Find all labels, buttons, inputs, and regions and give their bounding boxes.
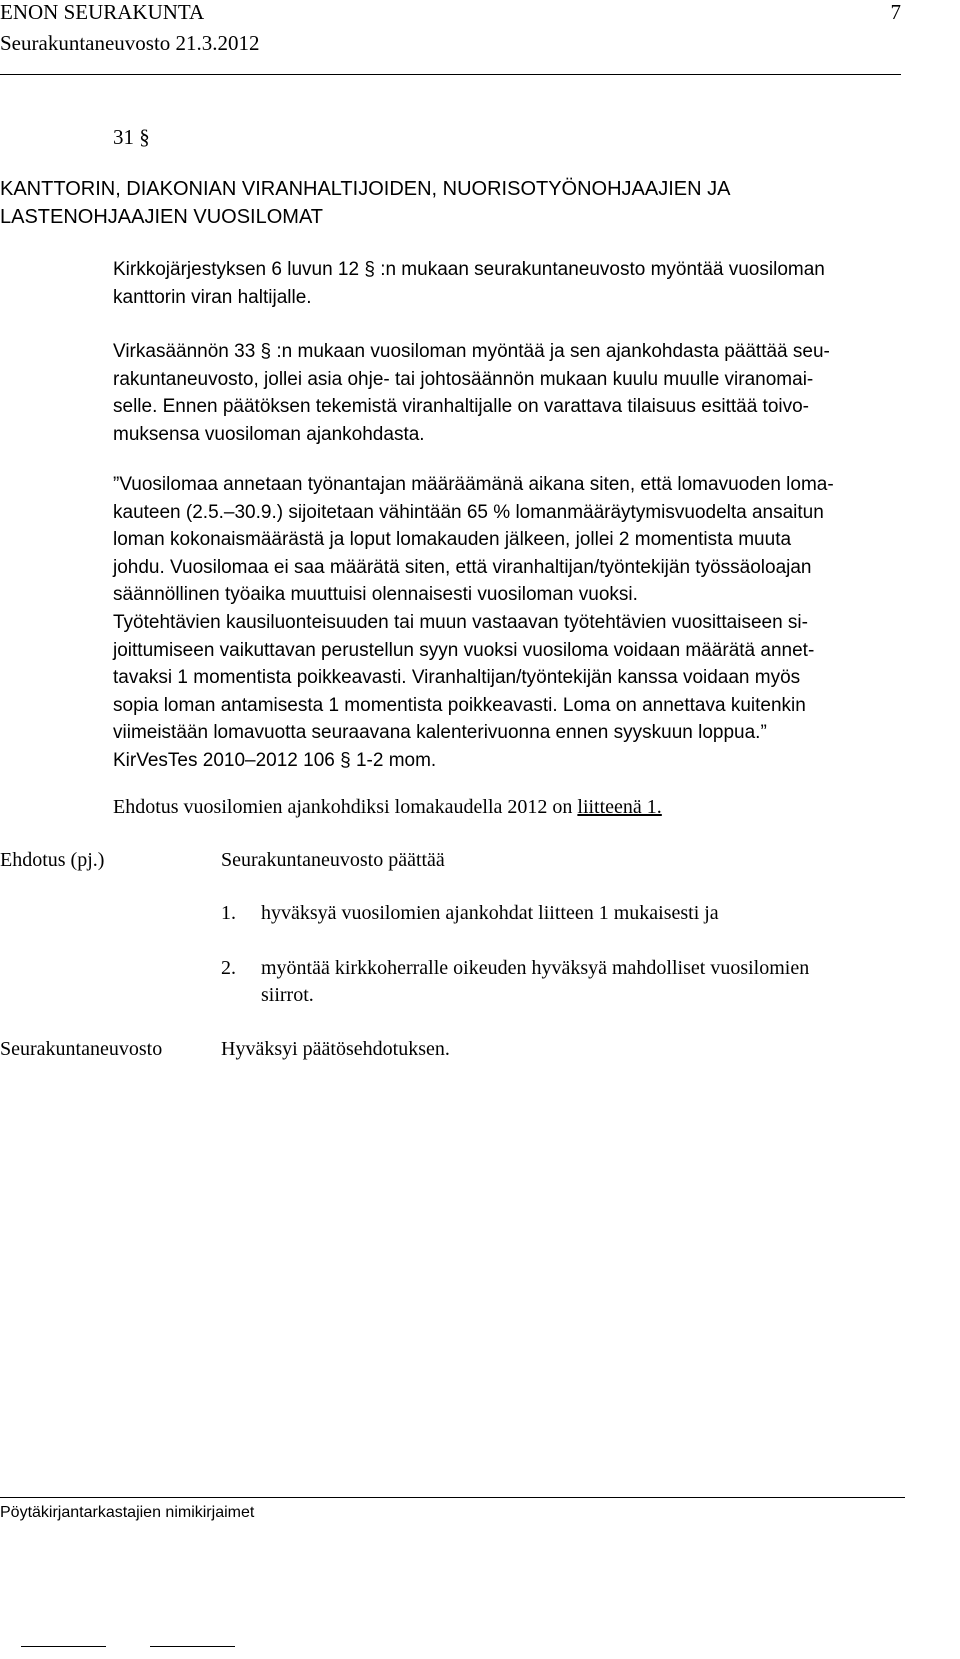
section-title-line2: LASTENOHJAAJIEN VUOSILOMAT [0,206,324,228]
proposal-item-text: hyväksyä vuosilomien ajankohdat liitteen 1 mukaisesti ja [261,902,719,924]
text-line: sopia loman antamisesta 1 momentista poikkeavasti. Loma on annettava kuitenkin [113,694,806,716]
text-line: KirVesTes 2010–2012 106 § 1-2 mom. [113,749,437,771]
proposal-item-text: siirrot. [261,984,314,1006]
proposal-item-text: myöntää kirkkoherralle oikeuden hyväksyä mahdolliset vuosilomien [261,957,810,979]
section-number [113,125,150,150]
text-line: kanttorin viran haltijalle. [113,286,312,308]
text-line: ”Vuosilomaa annetaan työnantajan määräämänä aikana siten, että lomavuoden loma- [113,474,834,495]
text-line: Kirkkojärjestyksen 6 luvun 12 § :n mukaan seurakuntaneuvosto myöntää vuosiloman [113,259,825,280]
initials-line-2[interactable] [150,1646,235,1647]
section-number-value: 31 [113,125,134,149]
footer-label: Pöytäkirjantarkastajien nimikirjaimet [0,1504,255,1521]
paragraph-virkasaanto [113,338,903,448]
footer-rule [0,1497,905,1498]
initials-line-1[interactable] [21,1646,106,1647]
proposal-intro: Seurakuntaneuvosto päättää [221,849,445,871]
decision-label: Seurakuntaneuvosto [0,1038,163,1060]
text-line: Virkasäännön 33 § :n mukaan vuosiloman myöntää ja sen ajankohdasta päättää seu- [113,341,830,362]
organization-name: ENON SEURAKUNTA [0,0,205,24]
text-line: johdu. Vuosilomaa ei saa määrätä siten, että viranhaltijan/työntekijän työssäoloajan [113,556,812,578]
section-title [0,175,730,231]
header-rule [0,74,901,75]
section-sign: § [139,125,150,149]
meeting-date: Seurakuntaneuvosto 21.3.2012 [0,31,260,55]
text-line: kauteen (2.5.–30.9.) sijoitetaan vähintään 65 % lomanmääräytymisvuodelta ansaitun [113,501,824,523]
proposal-label: Ehdotus (pj.) [0,849,105,871]
paragraph-kirves-quote [113,471,903,775]
proposal-item-number: 1. [221,902,236,924]
text-line: tavaksi 1 momentista poikkeavasti. Viranhaltijan/työntekijän kanssa voidaan myös [113,667,801,689]
text-line: loman kokonaismäärästä ja loput lomakauden jälkeen, jollei 2 momentista muuta [113,529,792,551]
proposal-item-number: 2. [221,957,236,979]
text-line: selle. Ennen päätöksen tekemistä viranhaltijalle on varattava tilaisuus esittää toivo- [113,396,809,418]
decision-text: Hyväksyi päätösehdotuksen. [221,1038,450,1060]
page-number: 7 [890,0,901,24]
paragraph-ehdotus [113,794,662,822]
text-line: muksensa vuosiloman ajankohdasta. [113,423,425,445]
text-line: joittumiseen vaikuttavan perustellun syyn vuoksi vuosiloma voidaan määrätä annet- [113,639,815,661]
ehdotus-text: Ehdotus vuosilomien ajankohdiksi lomakaudella 2012 on [113,796,578,818]
section-title-line1: KANTTORIN, DIAKONIAN VIRANHALTIJOIDEN, NUORISOTYÖNOHJAAJIEN JA [0,178,731,200]
text-line: säännöllinen työaika muuttuisi olennaisesti vuosiloman vuoksi. [113,584,638,606]
attachment-link[interactable]: liitteenä 1. [577,796,662,818]
text-line: rakuntaneuvosto, jollei asia ohje- tai johtosäännön mukaan kuulu muulle viranomai- [113,368,814,390]
paragraph-kirkkojarjestys [113,256,903,311]
text-line: viimeistään lomavuotta seuraavana kalenterivuonna ennen syyskuun loppua.” [113,722,767,744]
text-line: Työtehtävien kausiluonteisuuden tai muun vastaavan työtehtävien vuosittaiseen si- [113,611,808,633]
